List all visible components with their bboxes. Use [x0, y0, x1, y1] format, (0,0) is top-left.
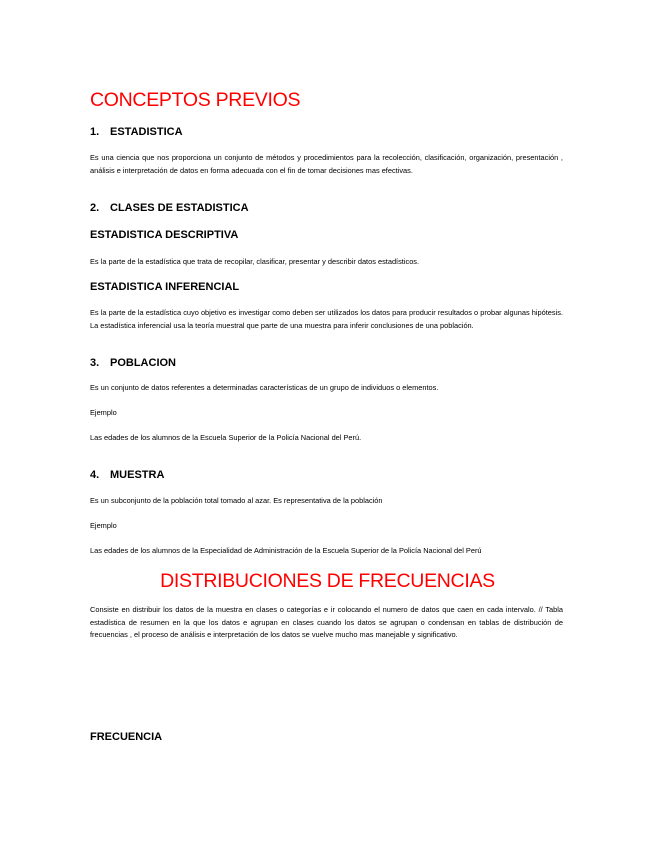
example-label-poblacion: Ejemplo: [90, 408, 117, 417]
heading-text: POBLACION: [110, 357, 176, 369]
paragraph-muestra: Es un subconjunto de la población total tomado al azar. Es representativa de la población: [90, 496, 383, 505]
heading-number: 3.: [90, 357, 100, 369]
heading-poblacion: [90, 357, 176, 369]
paragraph-distribuciones: Consiste en distribuir los datos de la muestra en clases o categorías e ir colocando el numero de datos que caen en cada intervalo. // Tabla estadística de resumen en la que los datos e agrupan en clases cuando los datos se agrupan o condensan en tablas de distribución de frecuencias , el proceso de análisis e interpretación de los datos se vuelve mucho mas manejable y significativo.: [90, 605, 563, 639]
heading-text: CLASES DE ESTADISTICA: [110, 202, 249, 214]
heading-number: 2.: [90, 202, 100, 214]
heading-estadistica-inferencial: ESTADISTICA INFERENCIAL: [90, 281, 240, 293]
heading-text: ESTADISTICA: [110, 126, 183, 138]
paragraph-estadistica-inferencial: Es la parte de la estadística cuyo objetivo es investigar como deben ser utilizados los datos para producir resultados o probar algunas hipótesis. La estadística inferencial usa la teoría muestral que parte de una muestra para inferir conclusiones de una población.: [90, 308, 563, 330]
heading-clases-estadistica: [90, 202, 249, 214]
heading-muestra: [90, 469, 164, 481]
heading-estadistica: [90, 126, 183, 138]
heading-number: 1.: [90, 126, 100, 138]
paragraph-estadistica: Es una ciencia que nos proporciona un conjunto de métodos y procedimientos para la recolección, clasificación, organización, presentación , análisis e interpretación de datos en forma adecuada con el fin de tomar decisiones mas efectivas.: [90, 153, 563, 175]
heading-estadistica-descriptiva: ESTADISTICA DESCRIPTIVA: [90, 229, 239, 241]
paragraph-estadistica-descriptiva: Es la parte de la estadística que trata de recopilar, clasificar, presentar y describir datos estadísticos.: [90, 257, 420, 266]
heading-frecuencia: FRECUENCIA: [90, 731, 163, 743]
example-text-poblacion: Las edades de los alumnos de la Escuela Superior de la Policía Nacional del Perú.: [90, 433, 362, 442]
title-distribuciones-frecuencias: DISTRIBUCIONES DE FRECUENCIAS: [160, 570, 495, 592]
title-conceptos-previos: CONCEPTOS PREVIOS: [90, 89, 301, 111]
paragraph-poblacion: Es un conjunto de datos referentes a determinadas características de un grupo de individuos o elementos.: [90, 383, 439, 392]
heading-number: 4.: [90, 469, 100, 481]
example-text-muestra: Las edades de los alumnos de la Especialidad de Administración de la Escuela Superior de la Policía Nacional del Perú: [90, 546, 482, 555]
example-label-muestra: Ejemplo: [90, 521, 117, 530]
heading-text: MUESTRA: [110, 469, 165, 481]
